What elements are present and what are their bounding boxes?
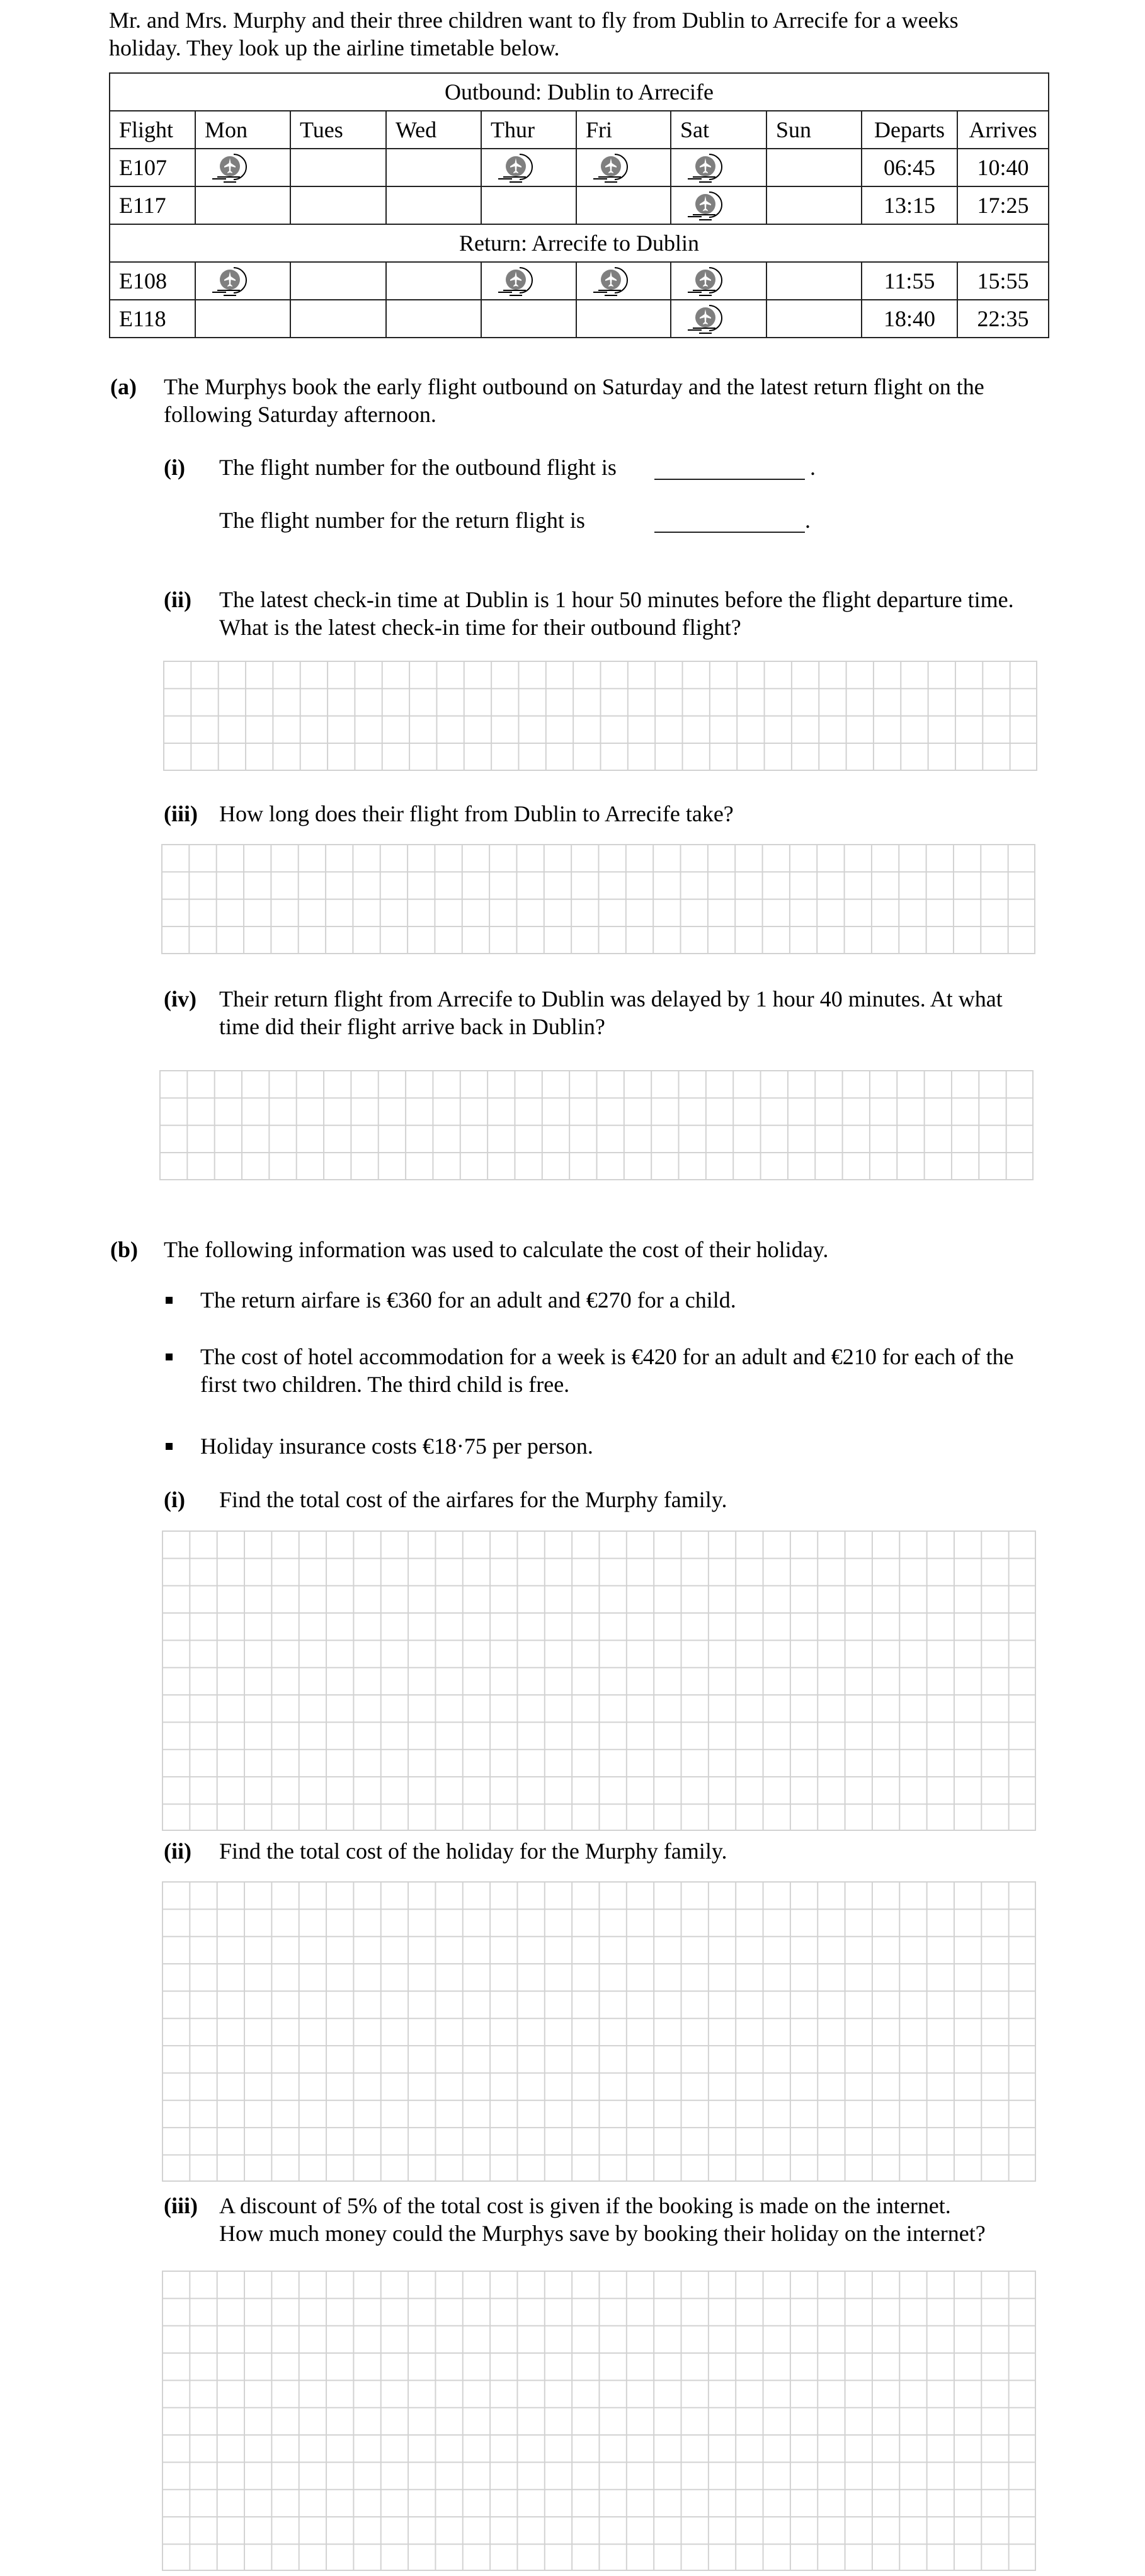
bullet-icon (166, 1443, 173, 1450)
airplane-departure-icon (588, 149, 634, 186)
part-a-ii-label: (ii) (164, 587, 191, 612)
day-cell-wed (386, 149, 481, 186)
column-header: Arrives (957, 111, 1049, 149)
arrival-time: 15:55 (957, 262, 1049, 300)
day-cell-sat (671, 186, 766, 224)
outbound-period: . (810, 455, 816, 480)
day-cell-tues (290, 300, 386, 338)
return-title: Return: Arrecife to Dublin (110, 224, 1049, 262)
flight-timetable (109, 72, 1049, 338)
day-cell-sun (766, 149, 862, 186)
header-row (110, 111, 1049, 149)
departure-time: 13:15 (862, 186, 957, 224)
part-b-line-1: The following information was used to calculate the cost of their holiday. (164, 1237, 829, 1262)
departure-time: 06:45 (862, 149, 957, 186)
airplane-departure-icon (588, 263, 634, 299)
day-cell-sun (766, 300, 862, 338)
part-a-i-label: (i) (164, 455, 185, 480)
part-b-ii-line-1: Find the total cost of the holiday for the Murphy family. (219, 1838, 727, 1864)
part-a-label: (a) (110, 374, 137, 399)
day-cell-sun (766, 186, 862, 224)
part-a-iii-line-1: How long does their flight from Dublin to Arrecife take? (219, 801, 734, 826)
return-flight-answer-blank[interactable] (654, 532, 805, 533)
day-cell-sat (671, 300, 766, 338)
day-cell-thur (481, 262, 576, 300)
day-cell-wed (386, 262, 481, 300)
airplane-departure-icon (683, 187, 728, 224)
column-header: Flight (110, 111, 195, 149)
part-a-iii-label: (iii) (164, 801, 198, 826)
bullet-hotel-line-2: first two children. The third child is free. (200, 1372, 570, 1397)
part-a-line-1: The Murphys book the early flight outbound on Saturday and the latest return flight on the (164, 374, 984, 399)
intro-line-1: Mr. and Mrs. Murphy and their three children want to fly from Dublin to Arrecife for a weeks (109, 8, 959, 33)
bullet-insurance: Holiday insurance costs €18·75 per person. (200, 1433, 593, 1459)
flight-number: E107 (110, 149, 195, 186)
column-header: Tues (290, 111, 386, 149)
return-title-row (110, 224, 1049, 262)
day-cell-fri (576, 186, 671, 224)
column-header: Sat (671, 111, 766, 149)
day-cell-fri (576, 262, 671, 300)
part-a-iv-line-1: Their return flight from Arrecife to Dublin was delayed by 1 hour 40 minutes. At what (219, 986, 1003, 1012)
day-cell-fri (576, 149, 671, 186)
flight-number: E108 (110, 262, 195, 300)
arrival-time: 17:25 (957, 186, 1049, 224)
arrival-time: 10:40 (957, 149, 1049, 186)
airplane-departure-icon (683, 300, 728, 337)
part-b-iii-line-2: How much money could the Murphys save by booking their holiday on the internet? (219, 2221, 986, 2246)
day-cell-thur (481, 186, 576, 224)
outbound-flight-answer-blank[interactable] (654, 479, 805, 480)
bullet-icon (166, 1354, 173, 1360)
day-cell-wed (386, 186, 481, 224)
outbound-title-row (110, 73, 1049, 111)
day-cell-fri (576, 300, 671, 338)
part-a-iv-line-2: time did their flight arrive back in Dublin? (219, 1014, 605, 1039)
day-cell-mon (195, 262, 290, 300)
arrival-time: 22:35 (957, 300, 1049, 338)
part-b-i-line-1: Find the total cost of the airfares for the Murphy family. (219, 1487, 727, 1512)
part-b-iii-label: (iii) (164, 2193, 198, 2218)
outbound-flight-question: The flight number for the outbound flight is (219, 455, 617, 480)
answer-grid-a-ii[interactable] (163, 661, 1037, 771)
part-a-ii-line-2: What is the latest check-in time for their outbound flight? (219, 615, 741, 640)
answer-grid-a-iii[interactable] (161, 844, 1035, 954)
day-cell-wed (386, 300, 481, 338)
flight-row (110, 300, 1049, 338)
intro-line-2: holiday. They look up the airline timetable below. (109, 35, 560, 60)
day-cell-mon (195, 300, 290, 338)
bullet-hotel-line-1: The cost of hotel accommodation for a week is €420 for an adult and €210 for each of the (200, 1344, 1014, 1369)
part-a-line-2: following Saturday afternoon. (164, 402, 436, 427)
part-b-label: (b) (110, 1237, 138, 1262)
part-b-i-label: (i) (164, 1487, 185, 1512)
flight-row (110, 186, 1049, 224)
day-cell-sat (671, 149, 766, 186)
part-b-iii-line-1: A discount of 5% of the total cost is given if the booking is made on the internet. (219, 2193, 951, 2218)
airplane-departure-icon (207, 149, 253, 186)
day-cell-tues (290, 186, 386, 224)
column-header: Fri (576, 111, 671, 149)
column-header: Departs (862, 111, 957, 149)
flight-row (110, 149, 1049, 186)
column-header: Wed (386, 111, 481, 149)
bullet-icon (166, 1297, 173, 1304)
column-header: Thur (481, 111, 576, 149)
day-cell-tues (290, 149, 386, 186)
day-cell-tues (290, 262, 386, 300)
part-a-iv-label: (iv) (164, 986, 197, 1012)
day-cell-sun (766, 262, 862, 300)
airplane-departure-icon (493, 149, 538, 186)
day-cell-mon (195, 149, 290, 186)
day-cell-mon (195, 186, 290, 224)
airplane-departure-icon (683, 263, 728, 299)
answer-grid-b-ii[interactable] (162, 1881, 1036, 2182)
answer-grid-a-iv[interactable] (159, 1070, 1034, 1180)
answer-grid-b-i[interactable] (162, 1530, 1036, 1831)
bullet-airfare: The return airfare is €360 for an adult and €270 for a child. (200, 1287, 736, 1313)
flight-number: E118 (110, 300, 195, 338)
answer-grid-b-iii[interactable] (162, 2271, 1036, 2571)
day-cell-sat (671, 262, 766, 300)
column-header: Sun (766, 111, 862, 149)
flight-row (110, 262, 1049, 300)
part-a-ii-line-1: The latest check-in time at Dublin is 1 hour 50 minutes before the flight departure time. (219, 587, 1014, 612)
column-header: Mon (195, 111, 290, 149)
outbound-title: Outbound: Dublin to Arrecife (110, 73, 1049, 111)
airplane-departure-icon (207, 263, 253, 299)
airplane-departure-icon (683, 149, 728, 186)
airplane-departure-icon (493, 263, 538, 299)
departure-time: 18:40 (862, 300, 957, 338)
return-flight-question: The flight number for the return flight is (219, 508, 585, 533)
part-b-ii-label: (ii) (164, 1838, 191, 1864)
return-period: . (805, 508, 811, 533)
day-cell-thur (481, 300, 576, 338)
departure-time: 11:55 (862, 262, 957, 300)
flight-number: E117 (110, 186, 195, 224)
day-cell-thur (481, 149, 576, 186)
